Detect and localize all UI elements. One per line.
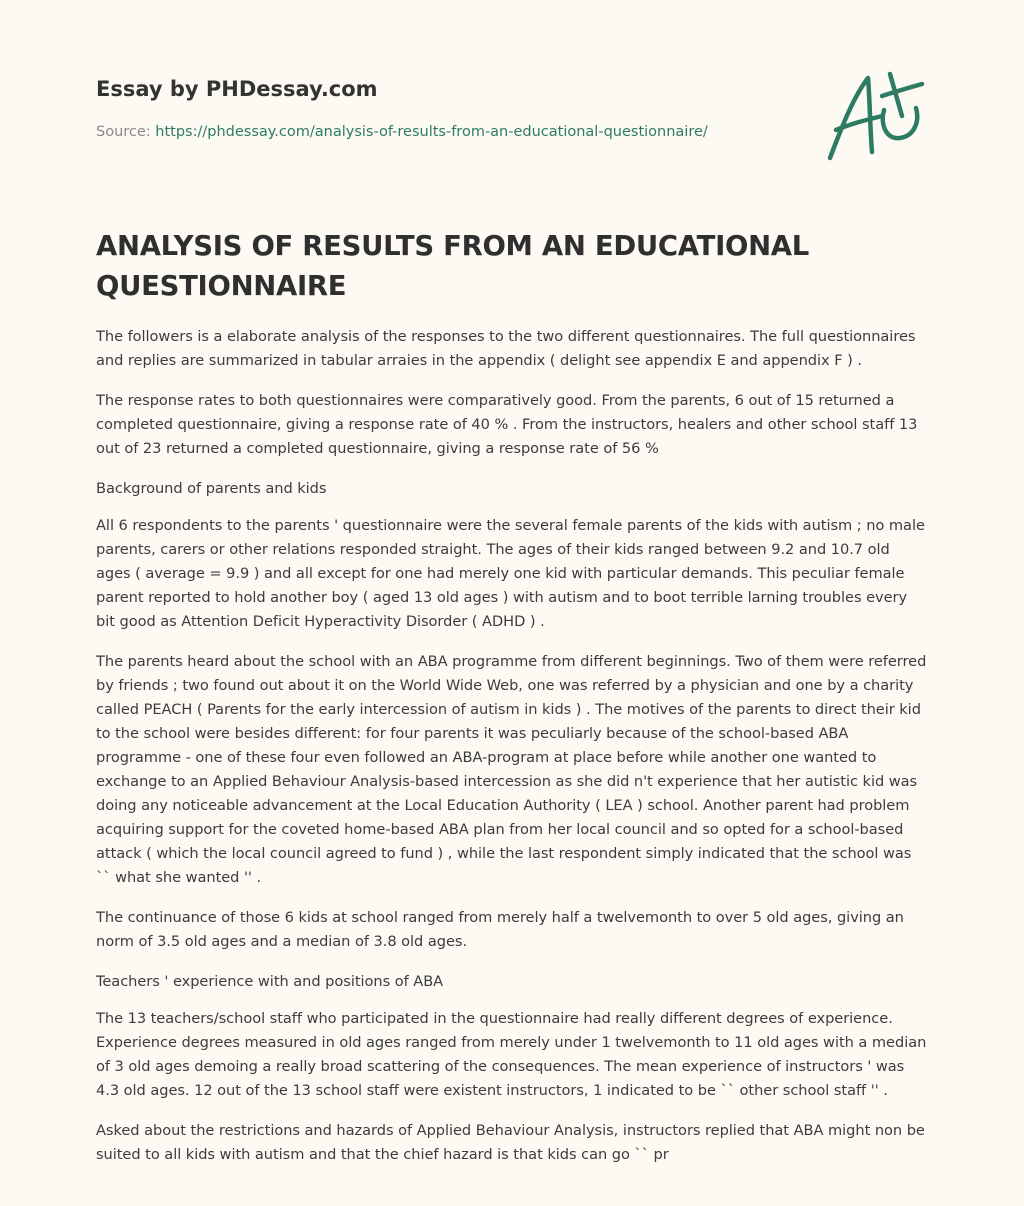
paragraph: The response rates to both questionnaires were comparatively good. From the parents, 6 out of 15 returned a completed questionnaire, giving a response rate of 40 % . From the instructors, healers and other school staff 13 out of 23 returned a completed questionnaire, giving a response rate of 56 %	[96, 392, 918, 457]
paragraph: Asked about the restrictions and hazards of Applied Behaviour Analysis, instructors replied that ABA might non be suited to all kids with autism and that the chief hazard is that kids can go `` pr	[96, 1122, 925, 1163]
paragraph: The parents heard about the school with an ABA programme from different beginnings. Two of them were referred by friends ; two found out about it on the World Wide Web, one was referred by a physician and one by a charity called PEACH ( Parents for the early intercession of autism in kids ) . The motives of the parents to direct their kid to the school were besides different: for four parents it was peculiarly because of the school-based ABA programme - one of these four even followed an ABA-program at place before while another one wanted to exchange to an Applied Behaviour Analysis-based intercession as she did n't experience that her autistic kid was doing any noticeable advancement at the Local Education Authority ( LEA ) school. Another parent had problem acquiring support for the coveted home-based ABA plan from her local council and so opted for a school-based attack ( which the local council agreed to fund ) , while the last respondent simply indicated that the school was `` what she wanted '' .	[96, 653, 927, 886]
paragraph: The continuance of those 6 kids at school ranged from merely half a twelvemonth to over 5 old ages, giving an norm of 3.5 old ages and a median of 3.8 old ages.	[96, 909, 904, 950]
a-plus-logo-icon	[820, 66, 930, 166]
essay-title: ANALYSIS OF RESULTS FROM AN EDUCATIONAL QUESTIONNAIRE	[96, 230, 810, 302]
site-brand: Essay by PHDessay.com	[96, 77, 378, 101]
paragraph: All 6 respondents to the parents ' questionnaire were the several female parents of the kids with autism ; no male parents, carers or other relations responded straight. The ages of their kids ranged between 9.2 and 10.7 old ages ( average = 9.9 ) and all except for one had merely one kid with particular demands. This peculiar female parent reported to hold another boy ( aged 13 old ages ) with autism and to boot terrible larning troubles every bit good as Attention Deficit Hyperactivity Disorder ( ADHD ) .	[96, 517, 925, 630]
essay-body	[96, 325, 928, 1183]
source-link[interactable]: https://phdessay.com/analysis-of-results-from-an-educational-questionnaire/	[155, 124, 708, 140]
paragraph: The 13 teachers/school staff who participated in the questionnaire had really different degrees of experience. Experience degrees measured in old ages ranged from merely under 1 twelvemonth to 11 old ages with a median of 3 old ages demoing a really broad scattering of the consequences. The mean experience of instructors ' was 4.3 old ages. 12 out of the 13 school staff were existent instructors, 1 indicated to be `` other school staff '' .	[96, 1010, 927, 1099]
section-heading: Teachers ' experience with and positions of ABA	[96, 973, 444, 990]
paragraph: The followers is a elaborate analysis of the responses to the two different questionnaires. The full questionnaires and replies are summarized in tabular arraies in the appendix ( delight see appendix E and appendix F ) .	[96, 328, 916, 369]
source-label: Source:	[96, 124, 151, 140]
section-heading: Background of parents and kids	[96, 480, 327, 497]
page-header	[96, 74, 928, 140]
source-line	[96, 124, 708, 140]
